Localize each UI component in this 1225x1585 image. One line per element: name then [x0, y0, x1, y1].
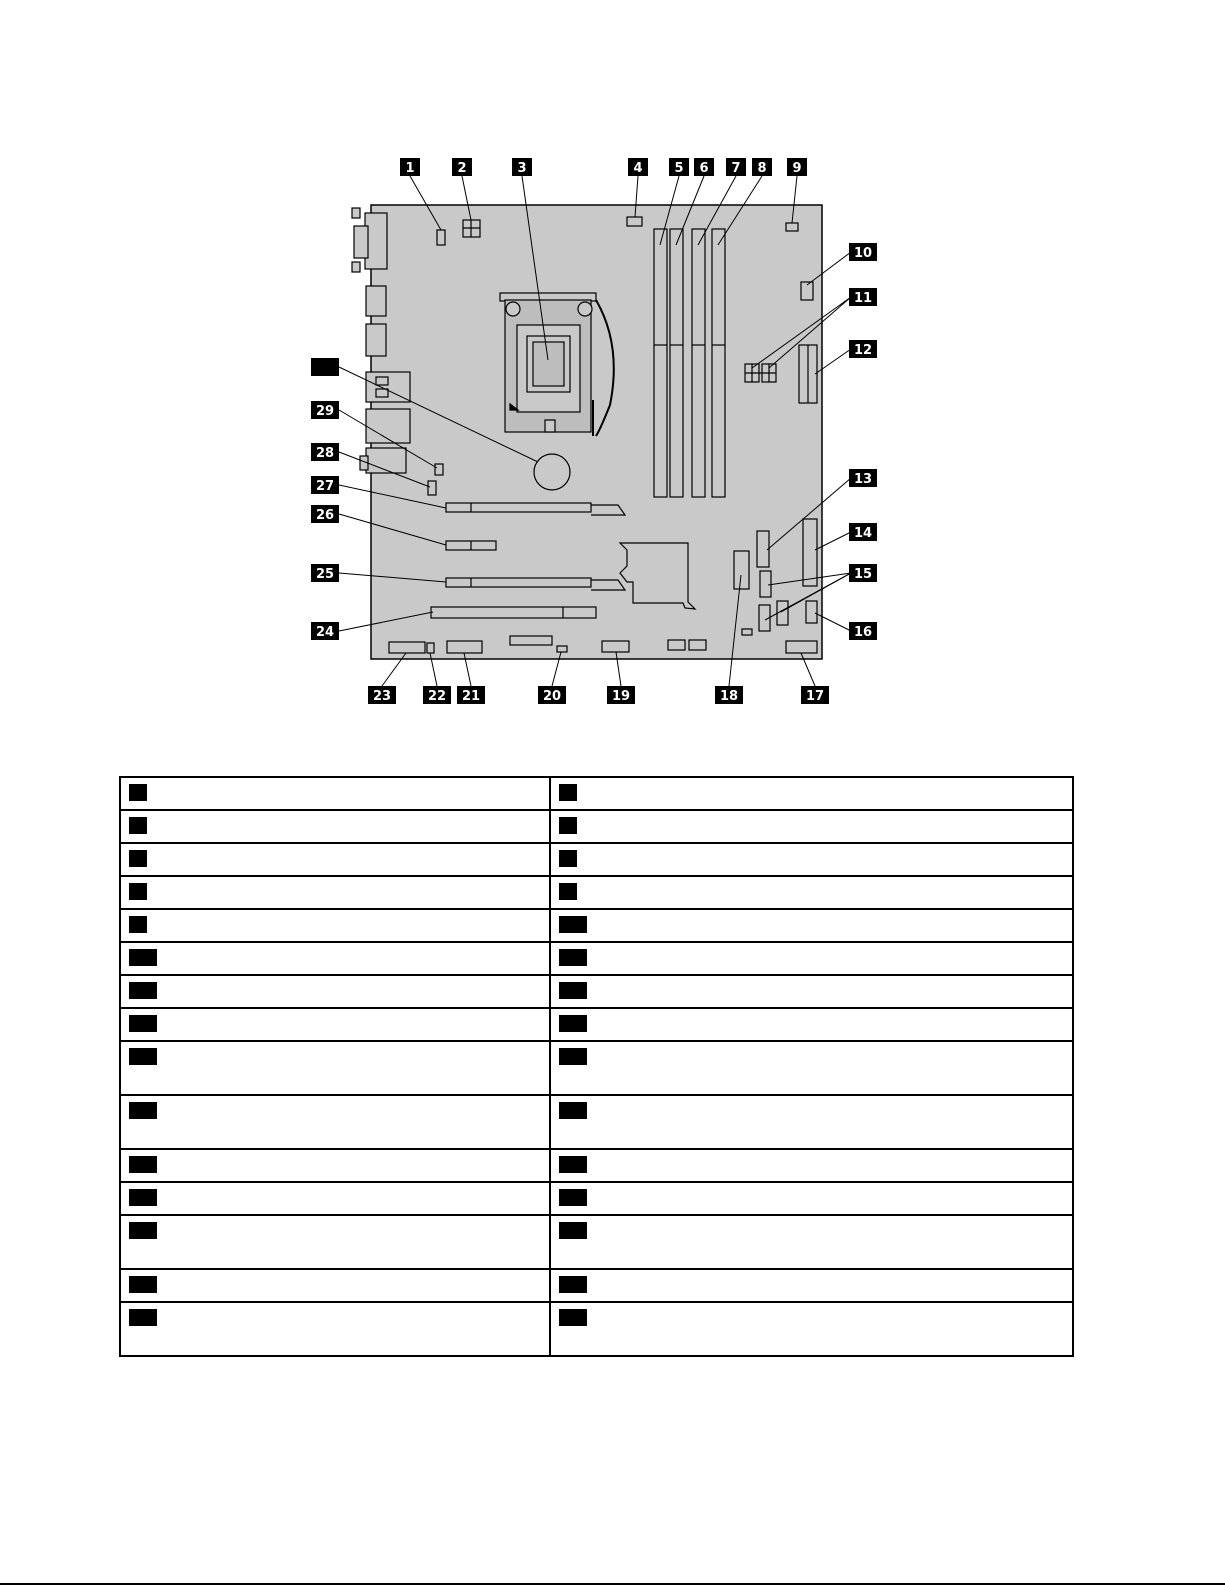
callout-23	[368, 686, 396, 704]
legend-cell-left	[120, 1302, 550, 1356]
legend-cell-right	[550, 843, 1073, 876]
callout-7	[726, 158, 746, 176]
callout-chip	[559, 1156, 587, 1173]
callout-chip	[559, 1015, 587, 1032]
svg-text:8: 8	[757, 161, 767, 176]
callout-chip	[559, 784, 577, 801]
legend-cell-right	[550, 975, 1073, 1008]
callout-chip	[129, 1102, 157, 1119]
callout-11	[849, 288, 877, 306]
callout-17	[801, 686, 829, 704]
svg-text:10: 10	[853, 246, 873, 261]
svg-text:17: 17	[805, 689, 825, 704]
legend-cell-left	[120, 942, 550, 975]
callout-12	[849, 340, 877, 358]
callout-chip	[129, 850, 147, 867]
svg-text:15: 15	[853, 567, 873, 582]
callout-chip	[559, 1309, 587, 1326]
callout-chip	[129, 1276, 157, 1293]
legend-cell-left	[120, 1149, 550, 1182]
legend-row	[120, 975, 1073, 1008]
svg-text:1: 1	[405, 161, 415, 176]
legend-cell-left	[120, 1095, 550, 1149]
callout-chip	[559, 1189, 587, 1206]
callout-chip	[559, 1048, 587, 1065]
svg-text:11: 11	[853, 291, 873, 306]
callout-14	[849, 523, 877, 541]
callout-27	[311, 476, 339, 494]
svg-text:28: 28	[315, 446, 335, 461]
legend-row	[120, 1182, 1073, 1215]
callout-chip	[559, 850, 577, 867]
callout-chip	[559, 982, 587, 999]
legend-cell-right	[550, 1215, 1073, 1269]
callout-5	[669, 158, 689, 176]
legend-row	[120, 909, 1073, 942]
callout-chip	[129, 1156, 157, 1173]
svg-text:24: 24	[315, 625, 335, 640]
callout-chip	[129, 1015, 157, 1032]
callout-chip	[129, 949, 157, 966]
callout-chip	[559, 1276, 587, 1293]
svg-text:18: 18	[719, 689, 739, 704]
legend-row	[120, 1008, 1073, 1041]
callout-chip	[129, 982, 157, 999]
legend-cell-left	[120, 810, 550, 843]
svg-text:27: 27	[315, 479, 335, 494]
svg-text:13: 13	[853, 472, 873, 487]
legend-cell-right	[550, 1269, 1073, 1302]
callout-19	[607, 686, 635, 704]
callout-25	[311, 564, 339, 582]
callout-2	[452, 158, 472, 176]
legend-cell-left	[120, 909, 550, 942]
legend-row	[120, 810, 1073, 843]
callout-chip	[559, 949, 587, 966]
legend-cell-left	[120, 843, 550, 876]
legend-cell-right	[550, 1095, 1073, 1149]
callout-29	[311, 401, 339, 419]
legend-row	[120, 942, 1073, 975]
legend-row	[120, 1215, 1073, 1269]
legend-cell-right	[550, 1149, 1073, 1182]
legend-cell-right	[550, 810, 1073, 843]
svg-text:19: 19	[611, 689, 631, 704]
callout-chip	[129, 817, 147, 834]
callout-chip	[559, 916, 587, 933]
legend-row	[120, 1149, 1073, 1182]
callout-8	[752, 158, 772, 176]
legend-cell-right	[550, 876, 1073, 909]
callout-chip	[559, 817, 577, 834]
legend-row	[120, 777, 1073, 810]
callout-3	[512, 158, 532, 176]
callout-chip	[559, 1222, 587, 1239]
legend-cell-right	[550, 1182, 1073, 1215]
legend-row	[120, 1269, 1073, 1302]
legend-cell-right	[550, 1041, 1073, 1095]
legend-cell-right	[550, 942, 1073, 975]
svg-text:20: 20	[542, 689, 562, 704]
svg-text:25: 25	[315, 567, 335, 582]
legend-cell-left	[120, 1215, 550, 1269]
svg-text:7: 7	[731, 161, 741, 176]
svg-text:3: 3	[517, 161, 527, 176]
svg-text:29: 29	[315, 404, 335, 419]
svg-text:23: 23	[372, 689, 392, 704]
svg-text:26: 26	[315, 508, 335, 523]
callout-18	[715, 686, 743, 704]
legend-cell-right	[550, 1302, 1073, 1356]
svg-text:21: 21	[461, 689, 481, 704]
legend-row	[120, 1095, 1073, 1149]
callout-chip	[129, 1189, 157, 1206]
svg-text:22: 22	[427, 689, 447, 704]
legend-cell-left	[120, 1182, 550, 1215]
legend-cell-right	[550, 909, 1073, 942]
callout-chip	[129, 1309, 157, 1326]
legend-row	[120, 1041, 1073, 1095]
svg-text:2: 2	[457, 161, 467, 176]
callout-chip	[559, 1102, 587, 1119]
callout-chip	[129, 916, 147, 933]
callout-15	[849, 564, 877, 582]
legend-cell-right	[550, 1008, 1073, 1041]
svg-text:6: 6	[699, 161, 709, 176]
callout-1	[400, 158, 420, 176]
svg-text:14: 14	[853, 526, 873, 541]
system-board	[371, 205, 822, 659]
callout-20	[538, 686, 566, 704]
motherboard-diagram	[0, 0, 1225, 760]
svg-text:16: 16	[853, 625, 873, 640]
svg-text:5: 5	[674, 161, 684, 176]
callout-6	[694, 158, 714, 176]
callout-26	[311, 505, 339, 523]
callout-chip	[129, 1048, 157, 1065]
callout-22	[423, 686, 451, 704]
svg-text:4: 4	[633, 161, 643, 176]
legend-cell-left	[120, 1269, 550, 1302]
legend-cell-left	[120, 1041, 550, 1095]
callout-24	[311, 622, 339, 640]
legend-cell-left	[120, 876, 550, 909]
svg-text:12: 12	[853, 343, 873, 358]
svg-text:9: 9	[792, 161, 802, 176]
callout-21	[457, 686, 485, 704]
callout-chip	[129, 784, 147, 801]
legend-row	[120, 843, 1073, 876]
callout-chip	[129, 1222, 157, 1239]
callout-16	[849, 622, 877, 640]
callout-13	[849, 469, 877, 487]
callout-30	[311, 358, 339, 376]
legend-cell-left	[120, 777, 550, 810]
callout-10	[849, 243, 877, 261]
callout-28	[311, 443, 339, 461]
callout-chip	[129, 883, 147, 900]
legend-row	[120, 876, 1073, 909]
legend-cell-right	[550, 777, 1073, 810]
callout-9	[787, 158, 807, 176]
callout-chip	[559, 883, 577, 900]
legend-cell-left	[120, 975, 550, 1008]
callout-4	[628, 158, 648, 176]
legend-row	[120, 1302, 1073, 1356]
legend-cell-left	[120, 1008, 550, 1041]
parts-legend-table	[119, 776, 1074, 1357]
